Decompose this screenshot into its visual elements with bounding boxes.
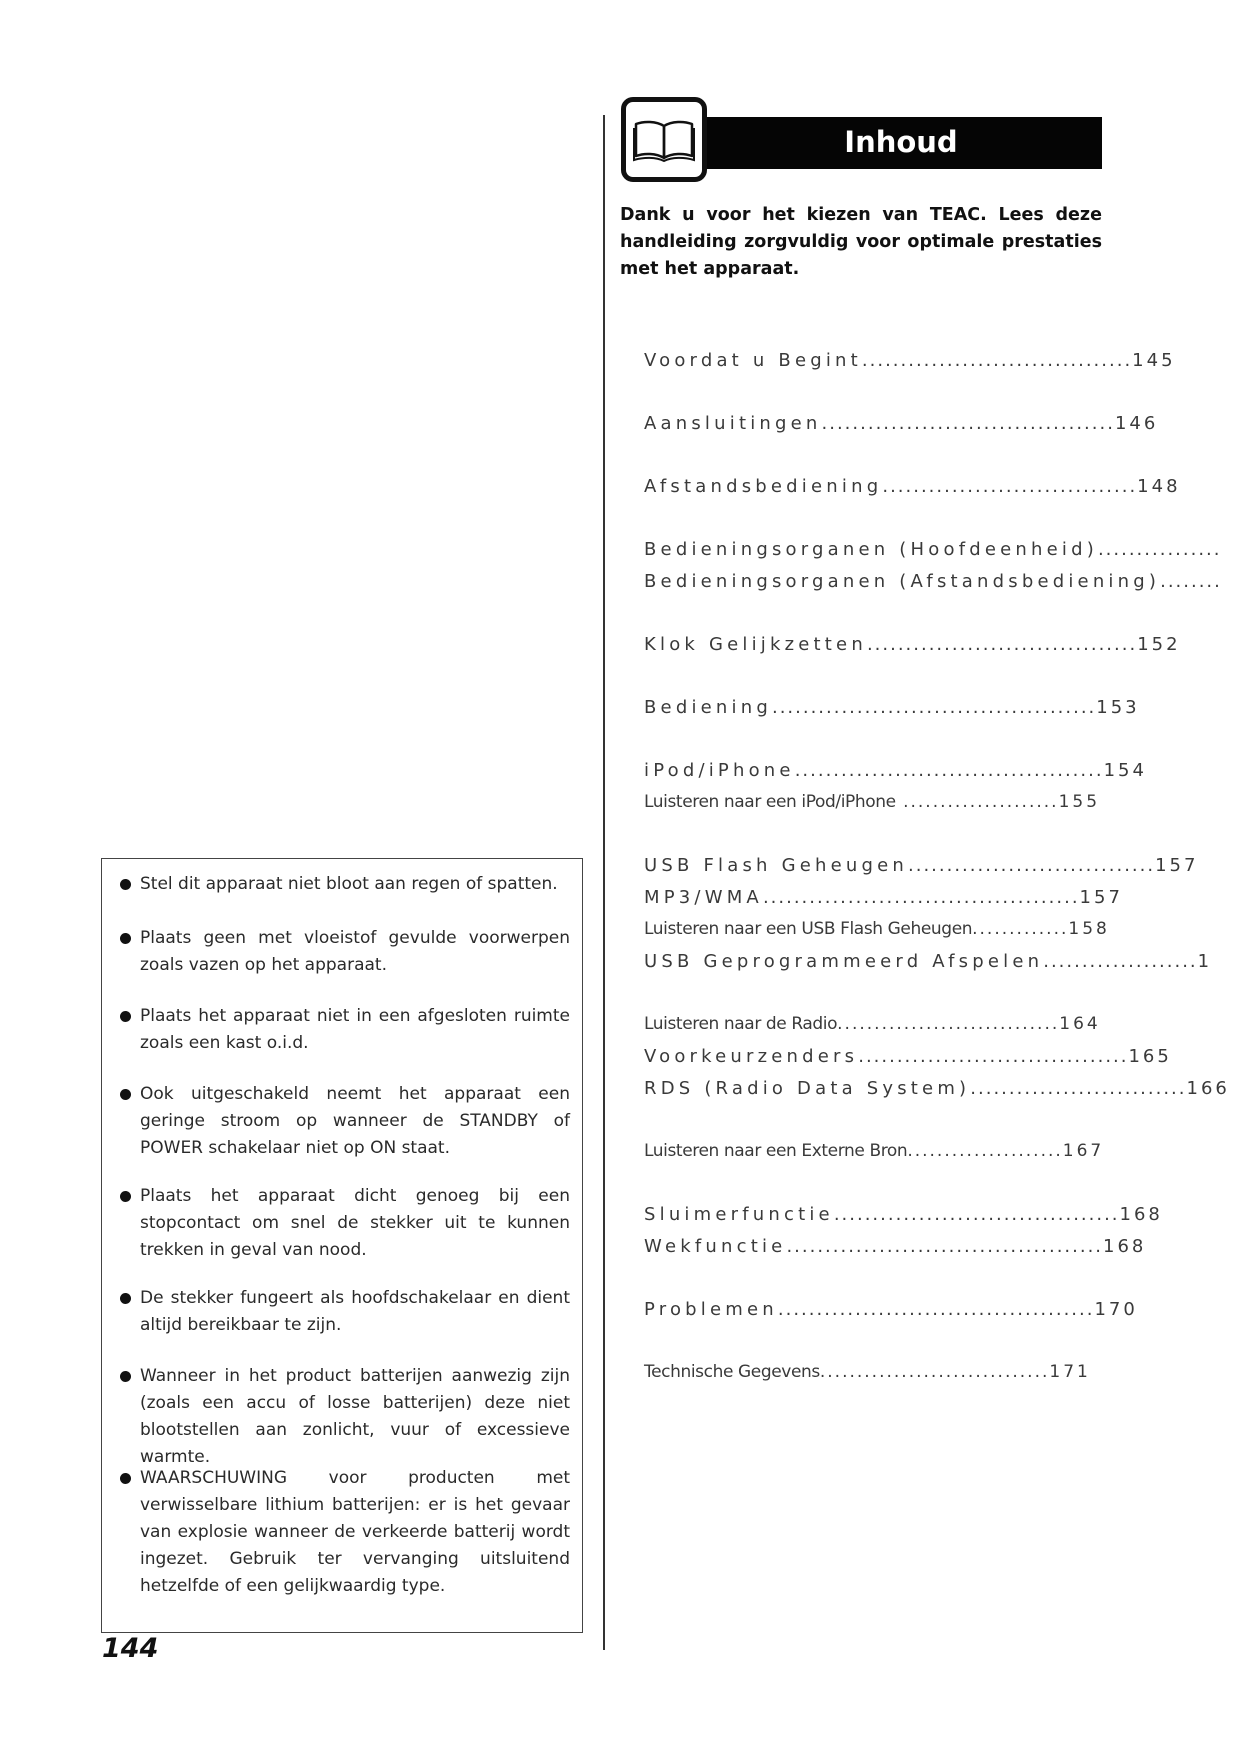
toc-entry [644, 951, 1212, 972]
toc-entry-leader: .................... [1043, 951, 1198, 972]
toc-entry [644, 539, 1222, 560]
notice-text: Stel dit apparaat niet bloot aan regen of spatten. [140, 874, 558, 894]
toc-entry [644, 1014, 1101, 1034]
toc-entry [644, 413, 1158, 434]
toc-entry [644, 1299, 1138, 1320]
bullet-icon [120, 1473, 131, 1484]
notice-item [120, 1183, 570, 1264]
toc-entry-label: Voordat u Begint [644, 350, 862, 371]
toc-entry-label: MP3/WMA [644, 887, 763, 908]
toc-entry-leader: ................................. [882, 476, 1138, 497]
toc-entry [644, 1362, 1091, 1382]
page-title: Inhoud [844, 125, 958, 159]
column-divider [603, 115, 605, 1650]
toc-entry-label: Problemen [644, 1299, 778, 1320]
toc-entry-page: 157 [1155, 855, 1199, 876]
toc-entry-page: 164 [1059, 1014, 1101, 1034]
toc-entry [644, 697, 1140, 718]
toc-entry-leader: ............................ [970, 1078, 1187, 1099]
notice-item [120, 1363, 570, 1471]
toc-entry [644, 887, 1123, 908]
toc-entry-label: Bedieningsorganen (Hoofdeenheid) [644, 539, 1098, 560]
toc-entry-leader: ................................ [908, 855, 1156, 876]
bullet-icon [120, 933, 131, 944]
toc-entry-page: 152 [1137, 634, 1181, 655]
notice-text: Plaats het apparaat dicht genoeg bij een stopcontact om snel de stekker uit te kunnen trekken in geval van nood. [140, 1186, 570, 1260]
toc-entry-leader: ................ [1097, 539, 1222, 560]
toc-entry [644, 760, 1147, 781]
toc-entry-page: 166 [1186, 1078, 1230, 1099]
toc-entry-label: Sluimerfunctie [644, 1204, 834, 1225]
toc-entry-page: 146 [1114, 413, 1159, 434]
notice-text: Wanneer in het product batterijen aanwezig zijn (zoals een accu of losse batterijen) deze niet blootstellen aan zonlicht, vuur of excessieve warmte. [140, 1366, 570, 1467]
toc-entry-leader: ......................................... [762, 887, 1080, 908]
toc-entry-page: 167 [1062, 1141, 1105, 1161]
toc-entry [644, 855, 1198, 876]
toc-entry-label: Afstandsbediening [644, 476, 883, 497]
notice-item [120, 1285, 570, 1339]
book-icon [632, 116, 696, 164]
toc-entry-label: USB Geprogrammeerd Afspelen [644, 951, 1044, 972]
toc-entry-page: 157 [1079, 887, 1123, 908]
notice-item [120, 871, 570, 898]
toc-entry-label: Voorkeurzenders [644, 1046, 859, 1067]
toc-entry-leader: ..................... [895, 792, 1059, 812]
toc-entry [644, 1141, 1104, 1161]
toc-entry-page: 168 [1103, 1236, 1147, 1257]
toc-entry [644, 1204, 1163, 1225]
toc-entry-label: Luisteren naar een USB Flash Geheugen [644, 919, 973, 939]
toc-entry-label: Luisteren naar de Radio [644, 1014, 838, 1034]
toc-entry-page: 171 [1049, 1362, 1091, 1382]
toc-entry-page: 153 [1096, 697, 1140, 718]
toc-entry-leader: ................................... [866, 634, 1138, 655]
toc-entry-label: Bediening [644, 697, 772, 718]
bullet-icon [120, 1293, 131, 1304]
toc-entry-page: 165 [1128, 1046, 1172, 1067]
notice-text: Plaats geen met vloeistof gevulde voorwerpen zoals vazen op het apparaat. [140, 928, 570, 975]
bullet-icon [120, 1089, 131, 1100]
toc-entry-page: 148 [1137, 476, 1181, 497]
toc-entry-leader: ............................... [819, 1362, 1050, 1382]
toc-entry [644, 634, 1181, 655]
notice-text: Ook uitgeschakeld neemt het apparaat een geringe stroom op wanneer de STANDBY of POWER schakelaar niet op ON staat. [140, 1084, 570, 1158]
toc-entry [644, 476, 1181, 497]
toc-entry-page: 170 [1094, 1299, 1138, 1320]
toc-entry-label: Aansluitingen [644, 413, 822, 434]
toc-entry [644, 1236, 1146, 1257]
toc-entry-page: 154 [1103, 760, 1147, 781]
toc-entry-leader: .............................. [837, 1014, 1060, 1034]
notice-item [120, 925, 570, 979]
toc-entry-label: iPod/iPhone [644, 760, 795, 781]
bullet-icon [120, 1011, 131, 1022]
toc-entry-leader: ........ [1160, 571, 1222, 592]
page-number: 144 [102, 1633, 159, 1664]
toc-entry-leader: ................................... [861, 350, 1133, 371]
toc-entry-page: 168 [1119, 1204, 1163, 1225]
safety-notice-box [101, 858, 583, 1633]
toc-entry-leader: ...................................... [821, 413, 1115, 434]
notice-text: WAARSCHUWING voor producten met verwisselbare lithium batterijen: er is het gevaar van explosie wanneer de verkeerde batterij wordt ingezet. Gebruik ter vervanging uitsluitend hetzelfde of een gelijkwaardig type. [140, 1468, 570, 1596]
toc-entry-leader: ............. [972, 919, 1069, 939]
notice-item [120, 1465, 570, 1600]
toc-entry-leader: ..................................... [833, 1204, 1120, 1225]
toc-entry-leader: .......................................... [771, 697, 1097, 718]
notice-item [120, 1003, 570, 1057]
toc-entry [644, 792, 1100, 812]
notice-text: Plaats het apparaat niet in een afgesloten ruimte zoals een kast o.i.d. [140, 1006, 570, 1053]
toc-entry-leader: ......................................... [777, 1299, 1095, 1320]
toc-entry-label: Klok Gelijkzetten [644, 634, 867, 655]
toc-entry-page: 1 [1197, 951, 1213, 972]
toc-entry-label: Bedieningsorganen (Afstandsbediening) [644, 571, 1161, 592]
toc-entry-label: Luisteren naar een iPod/iPhone [644, 792, 896, 812]
notice-item [120, 1081, 570, 1162]
bullet-icon [120, 1191, 131, 1202]
toc-entry-page: 158 [1068, 919, 1110, 939]
toc-entry-page: 145 [1132, 350, 1176, 371]
toc-entry-label: Technische Gegevens [644, 1362, 820, 1382]
bullet-icon [120, 879, 131, 890]
bullet-icon [120, 1371, 131, 1382]
title-bar [700, 117, 1102, 169]
toc-entry-label: USB Flash Geheugen [644, 855, 908, 876]
toc-entry [644, 1078, 1230, 1099]
toc-entry-label: Luisteren naar een Externe Bron [644, 1141, 908, 1161]
toc-entry-label: Wekfunctie [644, 1236, 787, 1257]
toc-entry-leader: ......................................... [786, 1236, 1104, 1257]
toc-entry-page: 155 [1058, 792, 1101, 812]
toc-entry [644, 350, 1176, 371]
toc-entry-label: RDS (Radio Data System) [644, 1078, 971, 1099]
header-icon-frame [621, 97, 707, 182]
toc-entry [644, 919, 1110, 939]
toc-entry [644, 571, 1222, 592]
intro-text: Dank u voor het kiezen van TEAC. Lees deze handleiding zorgvuldig voor optimale prestaties met het apparaat. [620, 205, 1102, 279]
toc-entry-leader: ................................... [858, 1046, 1129, 1067]
notice-text: De stekker fungeert als hoofdschakelaar en dient altijd bereikbaar te zijn. [140, 1288, 570, 1335]
toc-entry-leader: ..................... [907, 1141, 1063, 1161]
toc-entry [644, 1046, 1172, 1067]
toc-entry-leader: ........................................ [794, 760, 1104, 781]
